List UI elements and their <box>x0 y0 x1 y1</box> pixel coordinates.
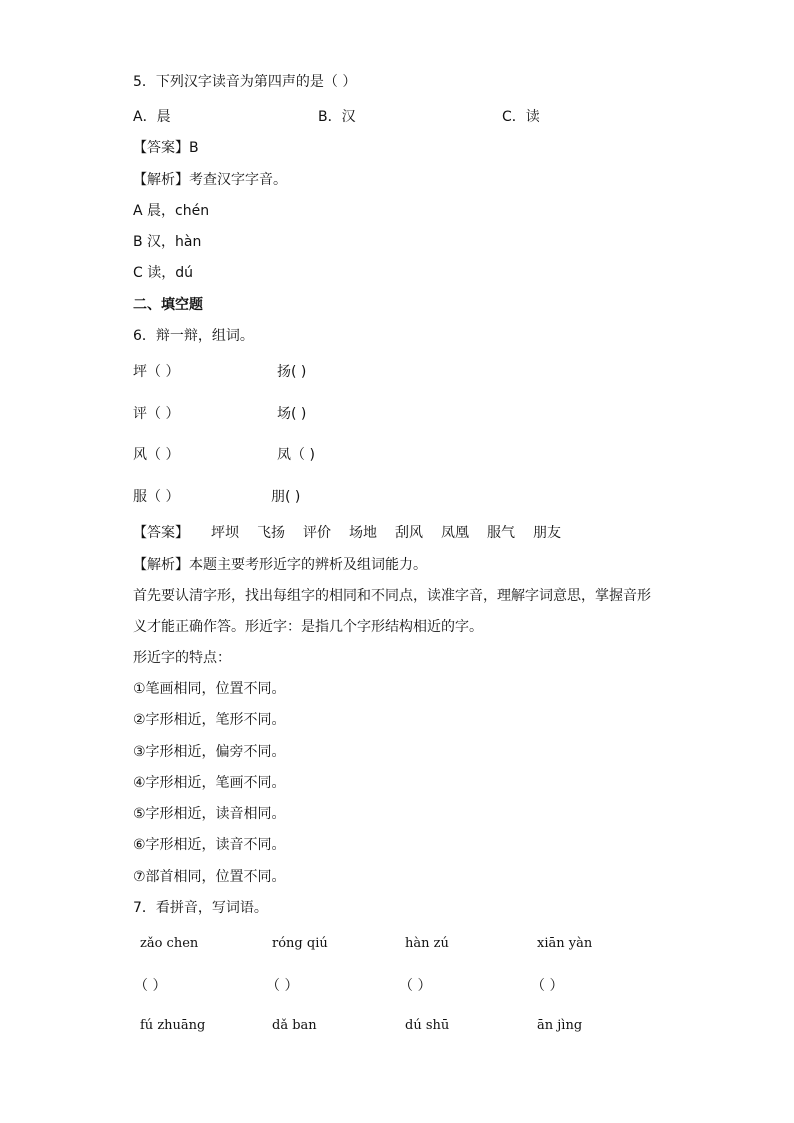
q6-feature-item: ⑦部首相同，位置不同。 <box>133 869 286 885</box>
q5-analysis: 【解析】考查汉字字音。 <box>133 172 287 188</box>
q6-answer-list <box>133 523 579 543</box>
q7-pinyin: fú zhuāng <box>140 1018 206 1033</box>
q6-answer-item: 评价 <box>303 525 331 541</box>
q6-paragraph-1: 首先要认清字形，找出每组字的相同和不同点，读准字音，理解字词意思，掌握音形 <box>133 588 651 604</box>
q7-pinyin: róng qiú <box>272 936 328 951</box>
q7-pinyin: ān jìng <box>537 1018 583 1033</box>
q6-row1-left: 坪（ ） <box>133 364 180 380</box>
q6-feature-item: ⑥字形相近，读音不同。 <box>133 837 286 853</box>
q7-pinyin: dǎ ban <box>272 1018 317 1033</box>
q6-analysis: 【解析】本题主要考形近字的辨析及组词能力。 <box>133 557 427 573</box>
q5-option-c: C．读 <box>502 109 540 125</box>
q7-pinyin: dú shū <box>405 1018 450 1033</box>
q5-detail-b: B 汉，hàn <box>133 234 202 250</box>
q6-feature-item: ①笔画相同，位置不同。 <box>133 681 286 697</box>
q7-blank: （ ） <box>399 978 432 994</box>
q6-row4-left: 服（ ） <box>133 489 180 505</box>
q7-blank: （ ） <box>266 978 299 994</box>
q7-blank: （ ） <box>531 978 564 994</box>
q5-detail-c: C 读，dú <box>133 265 193 281</box>
q6-row3-right: 凤（ ) <box>277 447 315 463</box>
q6-feature-item: ③字形相近，偏旁不同。 <box>133 744 286 760</box>
q6-answer-item: 坪坝 <box>211 525 239 541</box>
q6-answer-item: 服气 <box>487 525 515 541</box>
q7-blank: （ ） <box>134 978 167 994</box>
q5-detail-a: A 晨，chén <box>133 203 210 219</box>
q6-features-title: 形近字的特点： <box>133 650 231 666</box>
q5-option-b: B．汉 <box>318 109 356 125</box>
q6-answer-item: 朋友 <box>533 525 561 541</box>
q6-row4-right: 朋( ) <box>271 489 301 505</box>
q6-row2-right: 场( ) <box>277 406 307 422</box>
q6-feature-item: ④字形相近，笔画不同。 <box>133 775 286 791</box>
q6-feature-item: ⑤字形相近，读音相同。 <box>133 806 286 822</box>
q7-pinyin: zǎo chen <box>140 936 199 951</box>
q7-question: 7．看拼音，写词语。 <box>133 900 268 916</box>
q6-question: 6．辩一辩，组词。 <box>133 328 254 344</box>
q6-feature-item: ②字形相近，笔形不同。 <box>133 712 286 728</box>
q6-answer-item: 飞扬 <box>257 525 285 541</box>
q7-pinyin: hàn zú <box>405 936 449 951</box>
q6-answer-label: 【答案】 <box>133 525 189 541</box>
q6-answer-item: 场地 <box>349 525 377 541</box>
q7-pinyin: xiān yàn <box>537 936 593 951</box>
q6-row3-left: 风（ ） <box>133 447 180 463</box>
q6-paragraph-2: 义才能正确作答。形近字：是指几个字形结构相近的字。 <box>133 619 483 635</box>
q5-option-a: A．晨 <box>133 109 171 125</box>
q6-row2-left: 评（ ） <box>133 406 180 422</box>
section-title: 二、填空题 <box>133 297 203 313</box>
q5-question: 5．下列汉字读音为第四声的是（ ） <box>133 74 357 90</box>
q6-answer-item: 凤凰 <box>441 525 469 541</box>
q5-answer: 【答案】B <box>133 140 199 156</box>
q6-answer-item: 刮风 <box>395 525 423 541</box>
q6-row1-right: 扬( ) <box>277 364 307 380</box>
